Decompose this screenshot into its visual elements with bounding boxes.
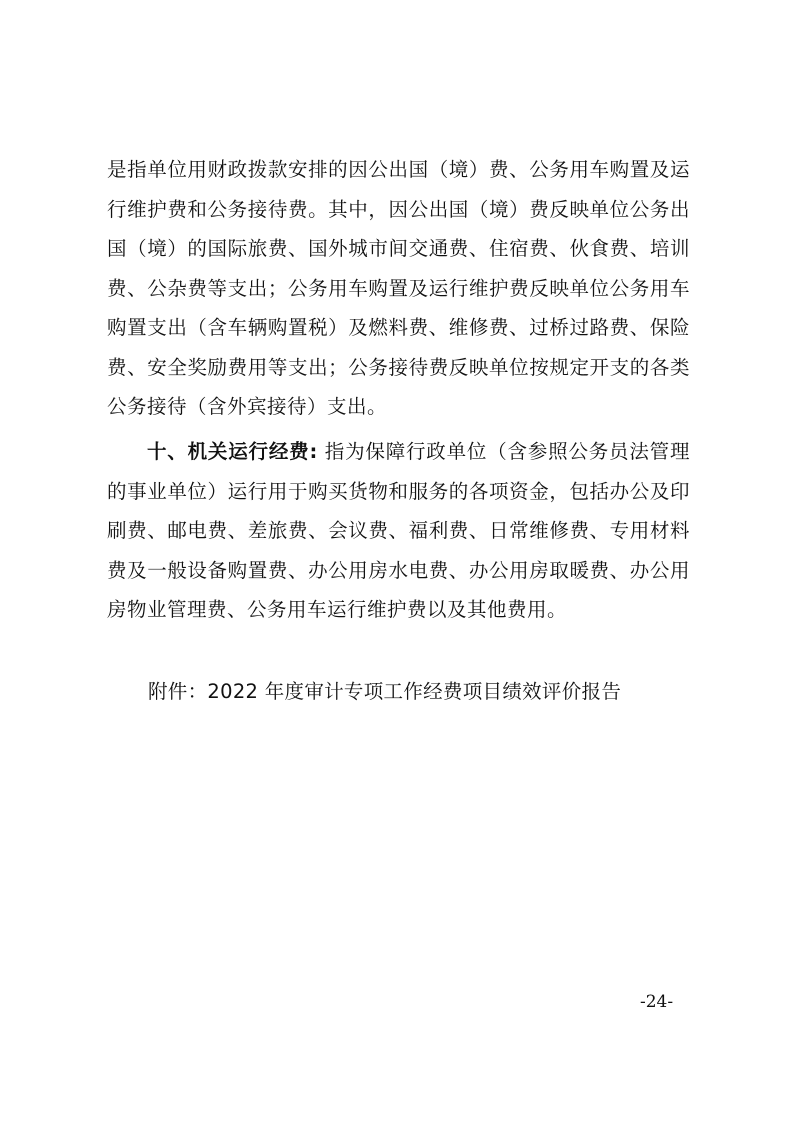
paragraph-operating-expenses: [107, 432, 690, 630]
attachment-line: 附件：2022 年度审计专项工作经费项目绩效评价报告: [148, 680, 622, 703]
paragraph-general-expenses: 是指单位用财政拨款安排的因公出国（境）费、公务用车购置及运行维护费和公务接待费。其中，因公出国（境）费反映单位公务出国（境）的国际旅费、国外城市间交通费、住宿费、伙食费、培训费、公杂费等支出；公务用车购置及运行维护费反映单位公务用车购置支出（含车辆购置税）及燃料费、维修费、过桥过路费、保险费、安全奖励费用等支出；公务接待费反映单位按规定开支的各类公务接待（含外宾接待）支出。: [107, 158, 690, 418]
section-heading-operating-expenses: 十、机关运行经费: [147, 440, 310, 463]
section-heading-colon: :: [309, 440, 318, 463]
section-body-operating-expenses: 指为保障行政单位（含参照公务员法管理的事业单位）运行用于购买货物和服务的各项资金，包括办公及印刷费、邮电费、差旅费、会议费、福利费、日常维修费、专用材料费及一般设备购置费、办公用房水电费、办公用房取暖费、办公用房物业管理费、公务用车运行维护费以及其他费用。: [107, 440, 690, 621]
page-number: -24-: [640, 992, 674, 1012]
